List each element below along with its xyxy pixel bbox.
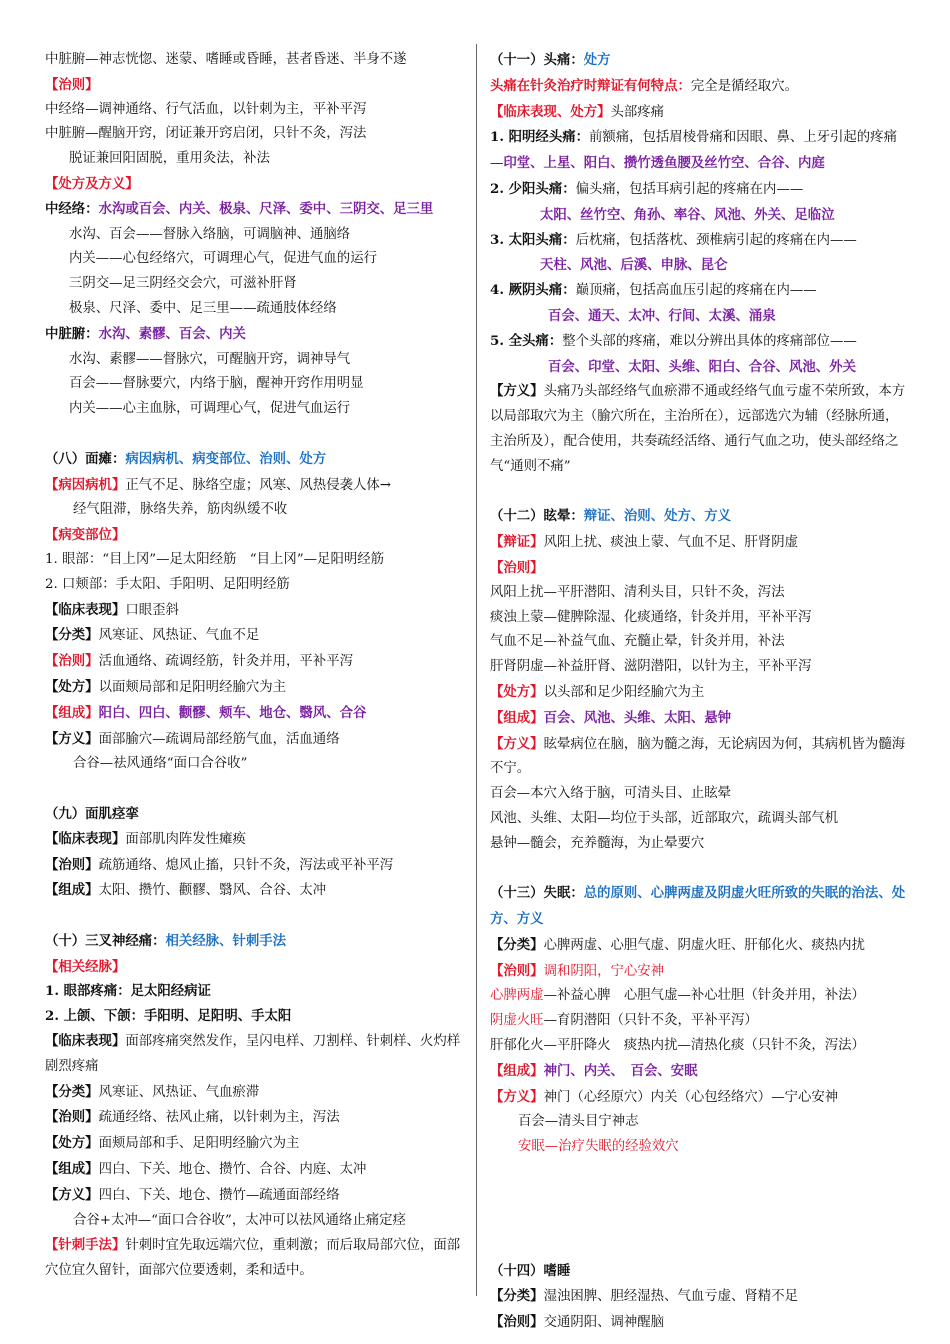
label: 【临床表现、处方】 <box>490 103 611 120</box>
label: 【方义】 <box>490 1088 544 1105</box>
text-line: 【临床表现】面部疼痛突然发作，呈闪电样、刀割样、针刺样、火灼样剧烈疼痛 <box>45 1033 461 1074</box>
text-line: 【分类】风寒证、风热证、气血不足 <box>45 627 260 644</box>
text-line <box>490 706 910 732</box>
item-label: 中经络： <box>45 200 99 217</box>
section-title: （十一）头痛： <box>490 52 584 68</box>
item-label: 中脏腑： <box>45 325 99 342</box>
section-heading: （九）面肌痉挛 <box>45 805 139 822</box>
text-line: 2. 少阳头痛：偏头痛，包括耳病引起的疼痛在内—— <box>490 180 804 197</box>
section-title: （十二）眩晕： <box>490 508 584 525</box>
item-label: 5. 全头痛： <box>490 332 563 349</box>
text-line: 肝郁化火—平肝降火 痰热内扰—清热化痰（只针不灸，泻法） <box>490 1038 865 1054</box>
text-line: 合谷+太冲—“面口合谷收”，太冲可以祛风通络止痛定痉 <box>73 1212 406 1228</box>
text-line: 1. 阳明经头痛：前额痛，包括眉棱骨痛和因眼、鼻、上牙引起的疼痛—印堂、上星、阳白、攒竹透鱼腰及丝竹空、合谷、内庭 <box>490 129 897 172</box>
text-line: 【处方】面颊局部和手、足阳明经腧穴为主 <box>45 1135 300 1152</box>
label: 【组成】 <box>45 704 99 721</box>
text-line: 头痛在针灸治疗时辩证有何特点：完全是循经取穴。 <box>490 77 798 94</box>
text-line: 【临床表现】口眼歪斜 <box>45 601 179 618</box>
text-line: 【处方】以面颊局部和足阳明经腧穴为主 <box>45 678 287 695</box>
acupoints: 神门、内关、 百会、安眠 <box>543 1062 698 1079</box>
label: 【分类】 <box>490 1288 544 1305</box>
text-line: 【辩证】风阳上扰、痰浊上蒙、气血不足、肝肾阴虚 <box>490 534 798 551</box>
label: 【分类】 <box>490 936 544 953</box>
label: 【方义】 <box>490 383 544 400</box>
section-heading <box>490 504 910 530</box>
text-line: 【方义】眩晕病位在脑，脑为髓之海，无论病因为何，其病机皆为髓海不宁。 <box>490 735 906 777</box>
text-line: 【组成】太阳、攒竹、颧髎、翳风、合谷、太冲 <box>45 882 327 899</box>
section-title: （十三）失眠： <box>490 885 584 902</box>
syndrome: 心脾两虚 <box>490 988 544 1004</box>
acupoints: 印堂、上星、阳白、攒竹透鱼腰及丝竹空、合谷、内庭 <box>503 155 825 172</box>
label: 【分类】 <box>45 1083 99 1100</box>
text-line <box>45 322 465 348</box>
text-line <box>490 1059 910 1085</box>
label: 【病变部位】 <box>45 527 126 544</box>
text-line: 【分类】湿浊困脾、胆经湿热、气血亏虚、肾精不足 <box>490 1288 798 1305</box>
acupoints: 天柱、风池、后溪、申脉、昆仑 <box>540 257 728 274</box>
section-heading <box>45 929 465 955</box>
label: 【处方】 <box>45 1135 99 1152</box>
acupoints: 百会、风池、头维、太阳、悬钟 <box>543 709 732 726</box>
text-line: 百会——督脉要穴，内络于脑，醒神开窍作用明显 <box>69 376 364 392</box>
text-line: 【临床表现、处方】头部疼痛 <box>490 103 665 120</box>
label: 【组成】 <box>45 882 99 899</box>
text-line: 经气阻滞，脉络失养，筋肉纵缓不收 <box>73 502 288 518</box>
label: 【组成】 <box>45 1161 99 1178</box>
text-line: 气血不足—补益气血、充髓止晕，针灸并用，补法 <box>490 634 785 650</box>
text-line: 风池、头维、太阳—均位于头部，近部取穴，疏调头部气机 <box>490 810 839 826</box>
text-line: 水沟、素髎——督脉穴，可醒脑开窍，调神导气 <box>69 351 351 367</box>
label: 【治则】 <box>45 653 99 670</box>
text-line: 【方义】面部腧穴—疏调局部经筋气血，活血通络 <box>45 730 340 747</box>
text-line: 【针刺手法】针刺时宜先取远端穴位，重刺激；而后取局部穴位，面部穴位宜久留针，面部穴位要透刺，柔和适中。 <box>45 1237 461 1279</box>
label-zhize: 【治则】 <box>45 76 99 93</box>
text-line: 合谷—祛风通络“面口合谷收” <box>73 756 248 772</box>
section-title: （八）面瘫： <box>45 450 126 467</box>
text-line: 4. 厥阴头痛：巅顶痛，包括高血压引起的疼痛在内—— <box>490 282 817 299</box>
text-line: 5. 全头痛：整个头部的疼痛，难以分辨出具体的疼痛部位—— <box>490 332 857 349</box>
syndrome: 阴虚火旺 <box>490 1013 544 1029</box>
label: 【相关经脉】 <box>45 958 126 975</box>
text-line: 【病因病机】正气不足、脉络空虚；风寒、风热侵袭人体→ <box>45 476 391 493</box>
label: 【治则】 <box>490 962 544 979</box>
text-line: 2. 口颊部：手太阳、手阳明、足阳明经筋 <box>45 576 290 592</box>
text-line: 内关——心包经络穴，可调理心气，促进气血的运行 <box>69 251 377 267</box>
label: 【针刺手法】 <box>45 1237 126 1254</box>
label: 【治则】 <box>490 559 544 576</box>
text-line <box>45 701 465 727</box>
label: 【治则】 <box>490 1313 544 1330</box>
item-label: 2. 少阳头痛： <box>490 180 576 197</box>
text-line: 安眠—治疗失眠的经验效穴 <box>518 1139 679 1155</box>
label: 【处方】 <box>490 683 544 700</box>
text-line: 1. 眼部：“目上冈”—足太阳经筋 “目上冈”—足阳明经筋 <box>45 551 385 567</box>
acupoints: 太阳、丝竹空、角孙、率谷、风池、外关、足临泣 <box>540 206 835 223</box>
text-line: 【处方】以头部和足少阳经腧穴为主 <box>490 683 705 700</box>
section-keypoints: 相关经脉、针刺手法 <box>165 932 287 949</box>
label: 【临床表现】 <box>45 830 126 847</box>
text-line: 三阴交—足三阴经交会穴，可滋补肝肾 <box>69 276 297 292</box>
text-line: 【方义】神门（心经原穴）内关（心包经络穴）—宁心安神 <box>490 1088 839 1105</box>
section-heading <box>490 48 910 74</box>
section-heading <box>490 881 910 933</box>
text-line: 【临床表现】面部肌肉阵发性瘫痪 <box>45 830 246 847</box>
label-chufang-fangyi: 【处方及方义】 <box>45 175 139 192</box>
text-line: 【治则】活血通络、疏调经筋，针灸并用，平补平泻 <box>45 653 353 670</box>
label: 【分类】 <box>45 627 99 644</box>
text-line: 【分类】心脾两虚、心胆气虚、阴虚火旺、肝郁化火、痰热内扰 <box>490 936 865 953</box>
section-heading <box>45 447 465 473</box>
text-line: 2. 上颌、下颌：手阳明、足阳明、手太阳 <box>45 1008 292 1025</box>
text-line: 悬钟—髓会，充养髓海，为止晕要穴 <box>490 835 705 851</box>
label: 【方义】 <box>45 1186 99 1203</box>
text-line: 阴虚火旺—育阴潜阳（只针不灸，平补平泻） <box>490 1013 758 1029</box>
acupoints: 水沟、素髎、百会、内关 <box>98 325 246 342</box>
item-label: 4. 厥阴头痛： <box>490 282 576 299</box>
text-line: 肝肾阴虚—补益肝肾、滋阴潜阳，以针为主，平补平泻 <box>490 659 812 675</box>
label: 【治则】 <box>45 1109 99 1126</box>
acupoints: 水沟或百会、内关、极泉、尺泽、委中、三阴交、足三里 <box>98 200 434 217</box>
text-line: 脱证兼回阳固脱，重用灸法，补法 <box>69 151 270 167</box>
section-title: （十）三叉神经痛： <box>45 932 166 949</box>
text-line: 【治则】调和阴阳，宁心安神 <box>490 962 665 979</box>
column-divider <box>476 44 477 1296</box>
text-line: 百会—清头目宁神志 <box>518 1114 639 1130</box>
label: 【治则】 <box>45 856 99 873</box>
text-line: 3. 太阳头痛：后枕痛，包括落枕、颈椎病引起的疼痛在内—— <box>490 231 857 248</box>
label: 【辩证】 <box>490 534 544 551</box>
label: 【组成】 <box>490 709 544 726</box>
text-line: 中脏腑—醒脑开窍，闭证兼开窍启闭，只针不灸，泻法 <box>45 126 367 142</box>
text-line: 心脾两虚—补益心脾 心胆气虚—补心壮胆（针灸并用，补法） <box>490 988 865 1004</box>
text-line: 【方义】四白、下关、地仓、攒竹—疏通面部经络 <box>45 1186 340 1203</box>
section-keypoints: 处方 <box>583 52 611 68</box>
text-line: 中脏腑—神志恍惚、迷蒙、嗜睡或昏睡，甚者昏迷、半身不遂 <box>45 52 407 67</box>
text-line: 百会—本穴入络于脑，可清头目、止眩晕 <box>490 786 732 802</box>
text-line: 【治则】交通阴阳、调神醒脑 <box>490 1313 665 1330</box>
text-line: 【治则】疏筋通络、熄风止搐，只针不灸，泻法或平补平泻 <box>45 856 394 873</box>
text-line: 【分类】风寒证、风热证、气血瘀滞 <box>45 1083 260 1100</box>
label: 【临床表现】 <box>45 1033 126 1050</box>
label: 【方义】 <box>490 735 544 752</box>
text-line: 1. 眼部疼痛：足太阳经病证 <box>45 983 211 1000</box>
acupoints: 百会、印堂、太阳、头维、阳白、合谷、风池、外关 <box>548 358 856 375</box>
right-column <box>490 48 910 1336</box>
section-keypoints: 病因病机、病变部位、治则、处方 <box>125 450 327 467</box>
left-column <box>45 48 465 1284</box>
text-line: 极泉、尺泽、委中、足三里——疏通肢体经络 <box>69 300 337 316</box>
text-line: 【组成】四白、下关、地仓、攒竹、合谷、内庭、太冲 <box>45 1161 367 1178</box>
section-keypoints: 总的原则、心脾两虚及阴虚火旺所致的失眠的治法、处方、方义 <box>490 885 906 928</box>
item-label: 1. 阳明经头痛： <box>490 129 589 146</box>
text-line <box>45 197 465 223</box>
text-line: 内关——心主血脉，可调理心气，促进气血运行 <box>69 401 351 417</box>
label: 【组成】 <box>490 1062 544 1079</box>
label: 【方义】 <box>45 730 99 747</box>
label: 【临床表现】 <box>45 601 126 618</box>
text-line: 风阳上扰—平肝潜阳、清利头目，只针不灸，泻法 <box>490 584 785 600</box>
text-line: 【方义】头痛乃头部经络气血瘀滞不通或经络气血亏虚不荣所致，本方以局部取穴为主（腧穴所在，主治所在），远部选穴为辅（经脉所通，主治所及），配合使用，共奏疏经活络、通行气血之功，使头部经络之气“通则不痛” <box>490 383 906 474</box>
item-label: 3. 太阳头痛： <box>490 231 576 248</box>
label: 【处方】 <box>45 678 99 695</box>
acupoints: 阳白、四白、颧髎、颊车、地仓、翳风、合谷 <box>98 704 367 721</box>
section-heading: （十四）嗜睡 <box>490 1263 571 1280</box>
section-keypoints: 辩证、治则、处方、方义 <box>583 508 732 525</box>
label: 【病因病机】 <box>45 476 126 493</box>
text-line: 【治则】疏通经络、祛风止痛，以针刺为主，泻法 <box>45 1109 340 1126</box>
question: 头痛在针灸治疗时辩证有何特点： <box>490 77 691 94</box>
text-line: 水沟、百会——督脉入络脑，可调脑神、通脑络 <box>69 226 351 242</box>
text-line: 痰浊上蒙—健脾除湿、化痰通络，针灸并用，平补平泻 <box>490 609 812 625</box>
acupoints: 百会、通天、太冲、行间、太溪、涌泉 <box>548 307 776 324</box>
text-line: 中经络—调神通络、行气活血，以针刺为主，平补平泻 <box>45 101 367 117</box>
